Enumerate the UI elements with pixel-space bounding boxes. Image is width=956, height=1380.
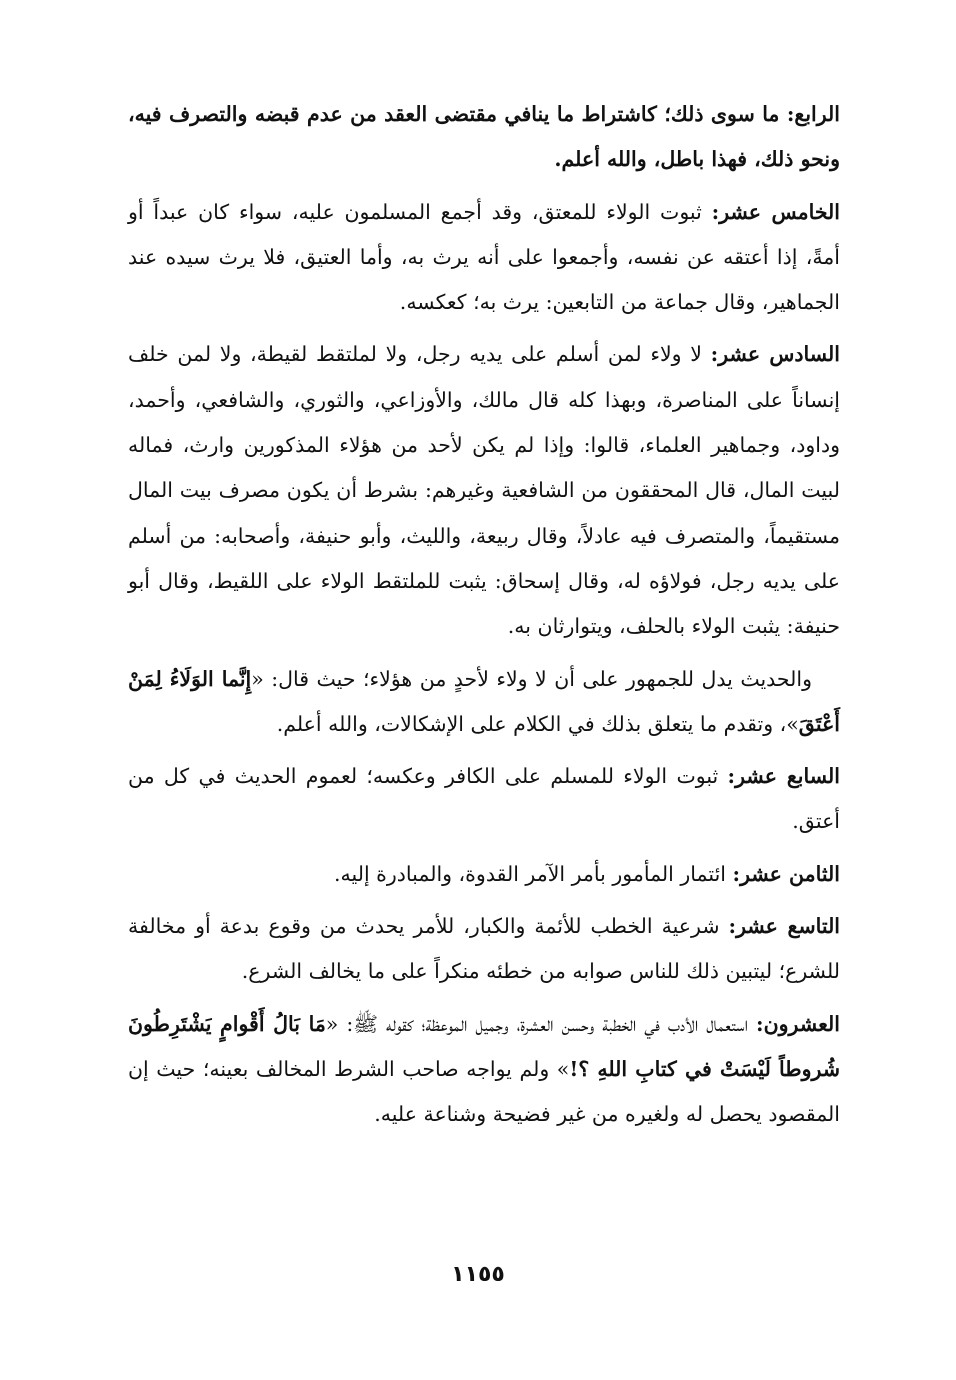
paragraph-lead: الرابع: — [786, 102, 840, 126]
paragraph-nineteenth — [128, 904, 840, 995]
paragraph-lead: السادس عشر: — [710, 342, 840, 367]
paragraph-lead: التاسع عشر: — [728, 914, 841, 939]
paragraph-text: ما سوى ذلك؛ كاشتراط ما ينافي مقتضى العقد من عدم قبضه والتصرف فيه، ونحو ذلك، فهذا باطل، والله أعلم. — [128, 102, 840, 172]
paragraph-text: لا ولاء لمن أسلم على يديه رجل، ولا لملتقط لقيطة، ولا لمن خلف إنساناً على المناصرة، وبهذا كله قال مالك، والأوزاعي، والثوري، والشافعي، وأحمد، وداود، وجماهير العلماء، قالوا: وإذا لم يكن لأحد من هؤلاء المذكورين وارث، فماله لبيت المال، قال المحققون من الشافعية وغيرهم: بشرط أن يكون مصرف بيت المال مستقيماً، والمتصرف فيه عادلاً، وقال ربيعة، والليث، وأبو حنيفة، وأصحابه: من أسلم على يديه رجل، فولاؤه له، وقال إسحاق: يثبت للملتقط الولاء على اللقيط، وقال أبو حنيفة: يثبت الولاء بالحلف، ويتوارثان به. — [128, 342, 840, 639]
page-body — [128, 92, 840, 1145]
paragraph-twentieth — [128, 1002, 840, 1138]
paragraph-lead: السابع عشر: — [727, 764, 840, 789]
paragraph-lead: العشرون: — [756, 1011, 840, 1036]
paragraph-fifteenth — [128, 190, 840, 326]
paragraph-eighteenth — [128, 852, 840, 897]
paragraph-text: ثبوت الولاء للمعتق، وقد أجمع المسلمون عليه، سواء كان عبداً أو أمةً، إذا أعتقه عن نفسه، وأجمعوا على أنه يرث به، وأما العتيق، فلا يرث سيده عند الجماهير، وقال جماعة من التابعين: يرث به؛ كعكسه. — [128, 199, 840, 315]
paragraph-text: استعمال الأدب في الخطبة وحسن العشرة، وجميل الموعظة؛ كقوله ﷺ: « — [325, 1011, 757, 1036]
paragraph-sixteenth — [128, 332, 840, 649]
page-number: ١١٥٥ — [451, 1262, 505, 1287]
paragraph-text: ثبوت الولاء للمسلم على الكافر وعكسه؛ لعموم الحديث في كل من أعتق. — [128, 764, 840, 834]
paragraph-hadith-commentary — [128, 657, 840, 748]
hadith-quote: إِنَّما الوَلَاءُ لِمَنْ أَعْتَقَ — [128, 666, 840, 736]
paragraph-lead: الثامن عشر: — [732, 861, 840, 886]
paragraph-fourth — [128, 92, 840, 183]
hadith-quote: مَا بَالُ أَقْوامٍ يَشْتَرِطُونَ شُروطاً لَيْسَتْ في كتابِ اللهِ ؟! — [128, 1011, 840, 1081]
paragraph-lead: الخامس عشر: — [711, 199, 840, 224]
paragraph-text: » ولم يواجه صاحب الشرط المخالف بعينه؛ حيث إن المقصود يحصل له ولغيره من غير فضيحة وشناعة عليه. — [128, 1056, 840, 1127]
paragraph-text: شرعية الخطب للأئمة والكبار، للأمر يحدث من وقوع بدعة أو مخالفة للشرع؛ ليتبين ذلك للناس صوابه من خطئه منكراً على ما يخالف الشرع. — [128, 914, 840, 984]
paragraph-text: والحديث يدل للجمهور على أن لا ولاء لأحدٍ من هؤلاء؛ حيث قال: « — [251, 666, 812, 691]
paragraph-text: ائتمار المأمور بأمر الآمر القدوة، والمبادرة إليه. — [334, 861, 733, 886]
paragraph-text: »، وتقدم ما يتعلق بذلك في الكلام على الإشكالات، والله أعلم. — [276, 711, 799, 736]
paragraph-seventeenth — [128, 754, 840, 845]
